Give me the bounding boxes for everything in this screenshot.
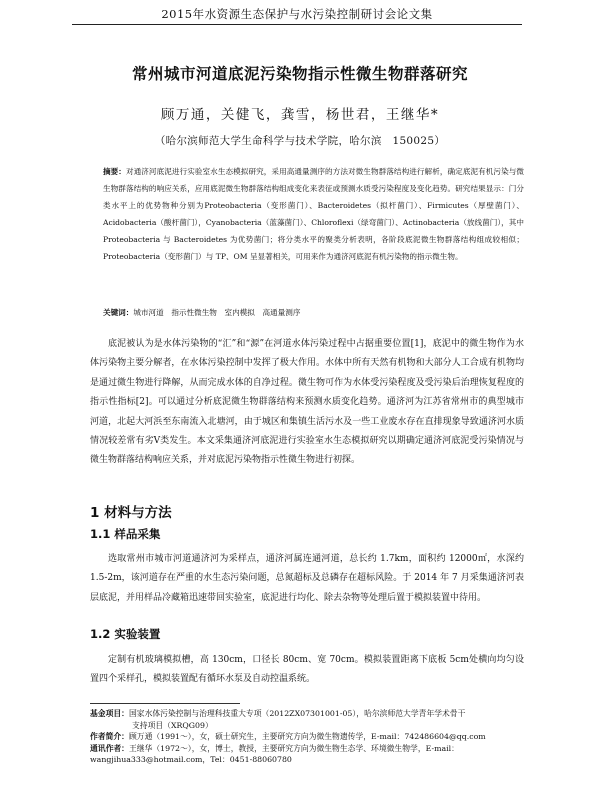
affiliation: （哈尔滨师范大学生命科学与技术学院，哈尔滨 150025） xyxy=(154,135,446,147)
running-head: 2015年水资源生态保护与水污染控制研讨会论文集 xyxy=(161,7,433,21)
footnote-fund xyxy=(90,708,540,720)
header-rule xyxy=(72,24,522,25)
author-list: 顾万通，关健飞，龚雪，杨世君，王继华* xyxy=(160,107,440,123)
abstract-text: 对通济河底泥进行实验室水生态模拟研究，采用高通量测序的方法对微生物群落结构进行解析，确定底泥有机污染与微生物群落结构的响应关系，应用底泥微生物群落结构组成变化来表征或预测水质受污染程度及变化趋势。研究结果显示：门分类水平上的优势物种分别为Proteobacteria（变形菌门）、Bacteroidetes（拟杆菌门）、Firmicutes（厚壁菌门）、Acidobacteria（酸杆菌门），Cyanobacteria（蓝藻菌门）、Chloroflexi（绿弯菌门）、Actinobacteria（放线菌门），其中 Proteobacteria 与 Bacteroidetes 为优势菌门；将分类水平的聚类分析表明，各阶段底泥微生物群落结构组成较相似；Proteobacteria（变形菌门）与 TP、OM 呈显著相关，可用来作为通济河底泥有机污染物的指示微生物。 xyxy=(103,167,524,261)
footnote-corresponding xyxy=(90,743,540,755)
footnote-fund-cont: 支持项目（XRQG09） xyxy=(132,720,213,730)
footnote-rule xyxy=(90,703,240,704)
corr-label: 通讯作者： xyxy=(90,743,129,753)
author-label: 作者简介： xyxy=(90,732,129,742)
keywords-text: 城市河道 指示性微生物 室内模拟 高通量测序 xyxy=(133,308,301,317)
corr-text: 王继华（1972～），女，博士，教授，主要研究方向为微生物生态学、环境微生物学，E-mail： xyxy=(128,743,459,753)
fund-text: 国家水体污染控制与治理科技重大专项（2012ZX07301001-05），哈尔滨师范大学青年学术骨干 xyxy=(128,709,466,718)
sample-collection-paragraph: 选取常州市城市河道通济河为采样点，通济河属连通河道，总长约 1.7km，面积约 12000㎡，水深约 1.5-2m，该河道存在严重的水生态污染问题，总氮超标及总磷存在超标风险。于 2014 年 7 月采集通济河表层底泥，并用样品冷藏箱迅速带回实验室，底泥进行均化、除去杂物等处理后置于模拟装置中待用。 xyxy=(90,554,524,603)
abstract-label: 摘要： xyxy=(103,167,126,176)
paper-title: 常州城市河道底泥污染物指示性微生物群落研究 xyxy=(131,64,468,83)
fund-label: 基金项目： xyxy=(90,709,129,718)
author-text: 顾万通（1991～），女，硕士研究生，主要研究方向为微生物遗传学，E-mail：742486604@qq.com xyxy=(128,732,486,742)
footnote-author xyxy=(90,731,540,743)
section-heading-materials-methods: 1 材料与方法 xyxy=(90,505,172,521)
footnote-corresponding-cont: wangjihua333@hotmail.com，Tel：0451-88060780 xyxy=(90,755,292,765)
intro-paragraph: 底泥被认为是水体污染物的“汇”和“源”在河道水体污染过程中占据重要位置[1]，底泥中的微生物作为水体污染物主要分解者，在水体污染控制中发挥了极大作用。水体中所有天然有机物和大部分人工合成有机物均是通过微生物进行降解，从而完成水体的自净过程。微生物可作为水体受污染程度及受污染后治理恢复程度的指示性指标[2]。可以通过分析底泥微生物群落结构来预测水质变化趋势。通济河为江苏省常州市的典型城市河道，北起大河浜至东南流入北塘河，由于城区和集镇生活污水及一些工业废水存在直排现象导致通济河水质情况较差常有劣Ⅴ类发生。本文采集通济河底泥进行实验室水生态模拟研究以期确定通济河底泥受污染情况与微生物群落结构响应关系，并对底泥污染物指示性微生物进行初探。 xyxy=(90,339,524,466)
keywords-label: 关键词： xyxy=(103,308,134,317)
footnotes xyxy=(90,708,540,766)
keywords xyxy=(103,306,524,320)
subsection-heading-apparatus: 1.2 实验装置 xyxy=(90,627,161,641)
subsection-heading-sample-collection: 1.1 样品采集 xyxy=(90,527,161,541)
apparatus-paragraph: 定制有机玻璃模拟槽，高 130cm，口径长 80cm、宽 70cm。模拟装置距离下底板 5cm处横向均匀设置四个采样孔，模拟装置配有循环水泵及自动控温系统。 xyxy=(90,655,524,685)
abstract xyxy=(103,164,524,265)
